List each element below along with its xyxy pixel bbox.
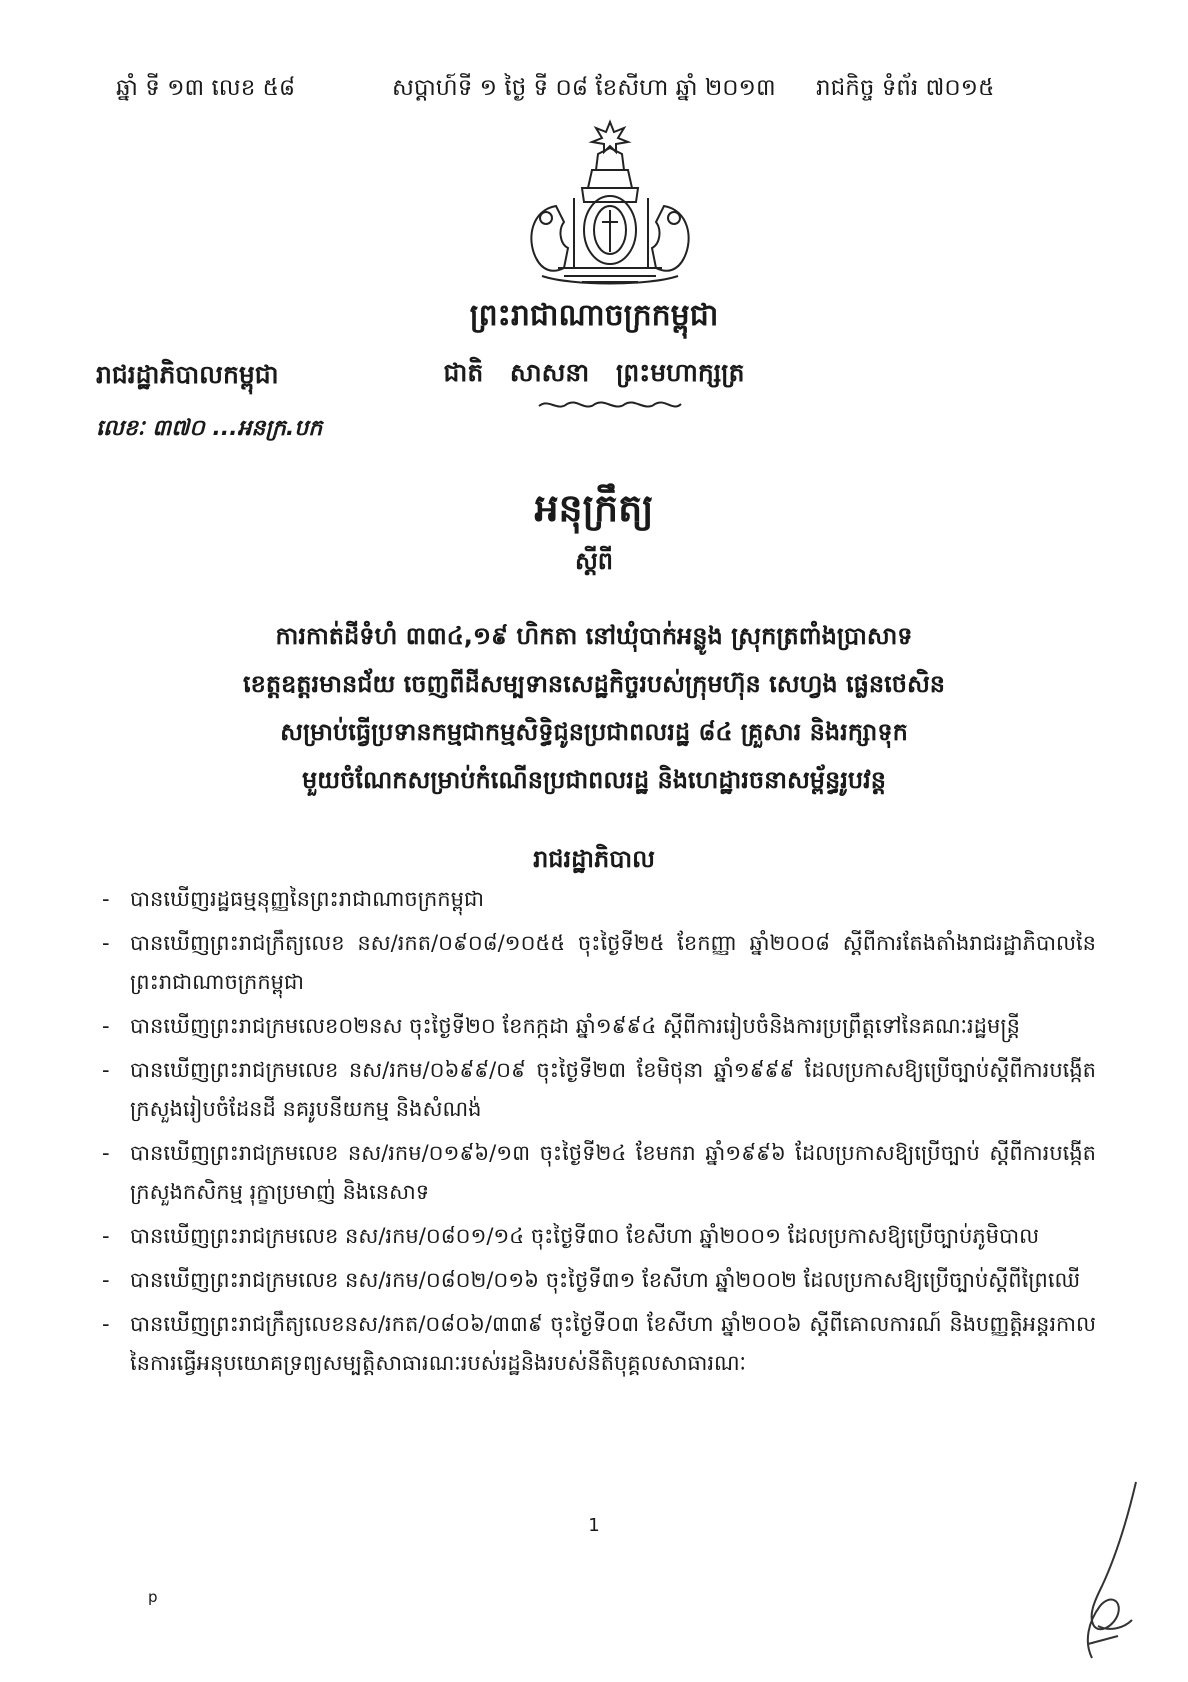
handwritten-signature-icon [1058,1476,1154,1666]
preamble-item: - បានឃើញព្រះរាជក្រឹត្យលេខនស/រកត/០៨០៦/៣៣៩ ចុះថ្ងៃទី០៣ ខែសីហា ឆ្នាំ២០០៦ ស្តីពីគោលការណ៍ និងបញ្ញត្តិអន្តរកាលនៃការធ្វើអនុបយោគទ្រព្យសម្បត្តិសាធារណៈរបស់រដ្ឋនិងរបស់នីតិបុគ្គលសាធារណៈ [102,1312,1096,1375]
gazette-page-ref: រាជកិច្ច ទំព័រ ៧០១៥ [816,75,995,101]
subject-line: ការកាត់ដីទំហំ ៣៣៤,១៩ ហិកតា នៅឃុំបាក់អន្លូង ស្រុកត្រពាំងប្រាសាទ [275,622,913,650]
preamble-item-text: បានឃើញរដ្ឋធម្មនុញ្ញនៃព្រះរាជាណាចក្រកម្ពុជា [130,887,484,911]
page-number: 1 [588,1515,600,1536]
national-motto: ជាតិ សាសនា ព្រះមហាក្សត្រ [443,358,745,387]
preamble-item: - បានឃើញព្រះរាជក្រមលេខ នស/រកម/០៨០២/០១៦ ចុះថ្ងៃទី៣១ ខែសីហា ឆ្នាំ២០០២ ដែលប្រកាសឱ្យប្រើច្បាប់ស្តីពីព្រៃឈើ [102,1268,1081,1292]
government-name: រាជរដ្ឋាភិបាលកម្ពុជា [96,360,279,389]
preamble-item-text: បានឃើញព្រះរាជក្រមលេខ០២នស ចុះថ្ងៃទី២០ ខែកក្កដា ឆ្នាំ១៩៩៤ ស្តីពីការរៀបចំនិងការប្រព្រឹត្តទៅនៃគណៈរដ្ឋមន្ត្រី [130,1014,1020,1038]
kingdom-name: ព្រះរាជាណាចក្រកម្ពុជា [469,298,719,333]
subject-block [110,612,1078,804]
preamble-item-text: បានឃើញព្រះរាជក្រមលេខ នស/រកម/០៨០២/០១៦ ចុះថ្ងៃទី៣១ ខែសីហា ឆ្នាំ២០០២ ដែលប្រកាសឱ្យប្រើច្បាប់ស្តីពីព្រៃឈើ [130,1268,1081,1292]
subject-line: ខេត្តឧត្តរមានជ័យ ចេញពីដីសម្បទានសេដ្ឋកិច្ចរបស់ក្រុមហ៊ុន សេហ្វង ផ្លេនថេសិន [242,670,946,698]
preamble-item-text: បានឃើញព្រះរាជក្រមលេខ នស/រកម/០១៩៦/១៣ ចុះថ្ងៃទី២៤ ខែមករា ឆ្នាំ១៩៩៦ ដែលប្រកាសឱ្យប្រើច្បាប់ ស្តីពីការបង្កើតក្រសួងកសិកម្ម រុក្ខាប្រមាញ់ និងនេសាទ [130,1141,1096,1204]
footer-mark: p [148,1588,158,1606]
preamble-item-text: បានឃើញព្រះរាជក្រមលេខ នស/រកម/០៦៩៩/០៩ ចុះថ្ងៃទី២៣ ខែមិថុនា ឆ្នាំ១៩៩៩ ដែលប្រកាសឱ្យប្រើច្បាប់ស្តីពីការបង្កើតក្រសួងរៀបចំដែនដី នគរូបនីយកម្ម និងសំណង់ [130,1058,1096,1121]
preamble-list [102,880,1096,1388]
subject-line: មួយចំណែកសម្រាប់កំណើនប្រជាពលរដ្ឋ និងហេដ្ឋារចនាសម្ព័ន្ធរូបវន្ត [302,766,886,794]
preamble-item: - បានឃើញព្រះរាជក្រមលេខ នស/រកម/០១៩៦/១៣ ចុះថ្ងៃទី២៤ ខែមករា ឆ្នាំ១៩៩៦ ដែលប្រកាសឱ្យប្រើច្បាប់ ស្តីពីការបង្កើតក្រសួងកសិកម្ម រុក្ខាប្រមាញ់ និងនេសាទ [102,1141,1096,1204]
about-label: ស្តីពី [574,547,614,575]
preamble-item: - បានឃើញព្រះរាជក្រមលេខ នស/រកម/០៨០១/១៤ ចុះថ្ងៃទី៣០ ខែសីហា ឆ្នាំ២០០១ ដែលប្រកាសឱ្យប្រើច្បាប់ភូមិបាល [102,1224,1040,1248]
preamble-item: - បានឃើញរដ្ឋធម្មនុញ្ញនៃព្រះរាជាណាចក្រកម្ពុជា [102,887,484,911]
body-heading: រាជរដ្ឋាភិបាល [533,845,655,873]
preamble-item-text: បានឃើញព្រះរាជក្រឹត្យលេខនស/រកត/០៨០៦/៣៣៩ ចុះថ្ងៃទី០៣ ខែសីហា ឆ្នាំ២០០៦ ស្តីពីគោលការណ៍ និងបញ្ញត្តិអន្តរកាលនៃការធ្វើអនុបយោគទ្រព្យសម្បត្តិសាធារណៈរបស់រដ្ឋនិងរបស់នីតិបុគ្គលសាធារណៈ [130,1312,1096,1375]
preamble-item: - បានឃើញព្រះរាជក្រឹត្យលេខ នស/រកត/០៩០៨/១០៥៥ ចុះថ្ងៃទី២៥ ខែកញ្ញា ឆ្នាំ២០០៨ ស្តីពីការតែងតាំងរាជរដ្ឋាភិបាលនៃព្រះរាជាណាចក្រកម្ពុជា [102,931,1096,994]
decorative-flourish-icon [535,396,685,414]
document-number: លេខៈ ៣៧០ ...អនក្រ.បក [96,416,323,441]
gazette-date: សប្តាហ៍ទី ១ ថ្ងៃ ទី ០៨ ខែសីហា ឆ្នាំ ២០១៣ [392,75,776,101]
gazette-issue: ឆ្នាំ ទី ១៣ លេខ ៥៨ [116,75,296,101]
subject-line: សម្រាប់ធ្វើប្រទានកម្មជាកម្មសិទ្ធិជូនប្រជាពលរដ្ឋ ៨៤ គ្រួសារ និងរក្សាទុក [280,718,908,746]
preamble-item: - បានឃើញព្រះរាជក្រមលេខ០២នស ចុះថ្ងៃទី២០ ខែកក្កដា ឆ្នាំ១៩៩៤ ស្តីពីការរៀបចំនិងការប្រព្រឹត្តទៅនៃគណៈរដ្ឋមន្ត្រី [102,1014,1020,1038]
document-type-title: អនុក្រឹត្យ [534,486,654,530]
preamble-item-text: បានឃើញព្រះរាជក្រឹត្យលេខ នស/រកត/០៩០៨/១០៥៥ ចុះថ្ងៃទី២៥ ខែកញ្ញា ឆ្នាំ២០០៨ ស្តីពីការតែងតាំងរាជរដ្ឋាភិបាលនៃព្រះរាជាណាចក្រកម្ពុជា [130,931,1096,994]
royal-coat-of-arms-icon [512,118,708,294]
preamble-item: - បានឃើញព្រះរាជក្រមលេខ នស/រកម/០៦៩៩/០៩ ចុះថ្ងៃទី២៣ ខែមិថុនា ឆ្នាំ១៩៩៩ ដែលប្រកាសឱ្យប្រើច្បាប់ស្តីពីការបង្កើតក្រសួងរៀបចំដែនដី នគរូបនីយកម្ម និងសំណង់ [102,1058,1096,1121]
preamble-item-text: បានឃើញព្រះរាជក្រមលេខ នស/រកម/០៨០១/១៤ ចុះថ្ងៃទី៣០ ខែសីហា ឆ្នាំ២០០១ ដែលប្រកាសឱ្យប្រើច្បាប់ភូមិបាល [130,1224,1040,1248]
